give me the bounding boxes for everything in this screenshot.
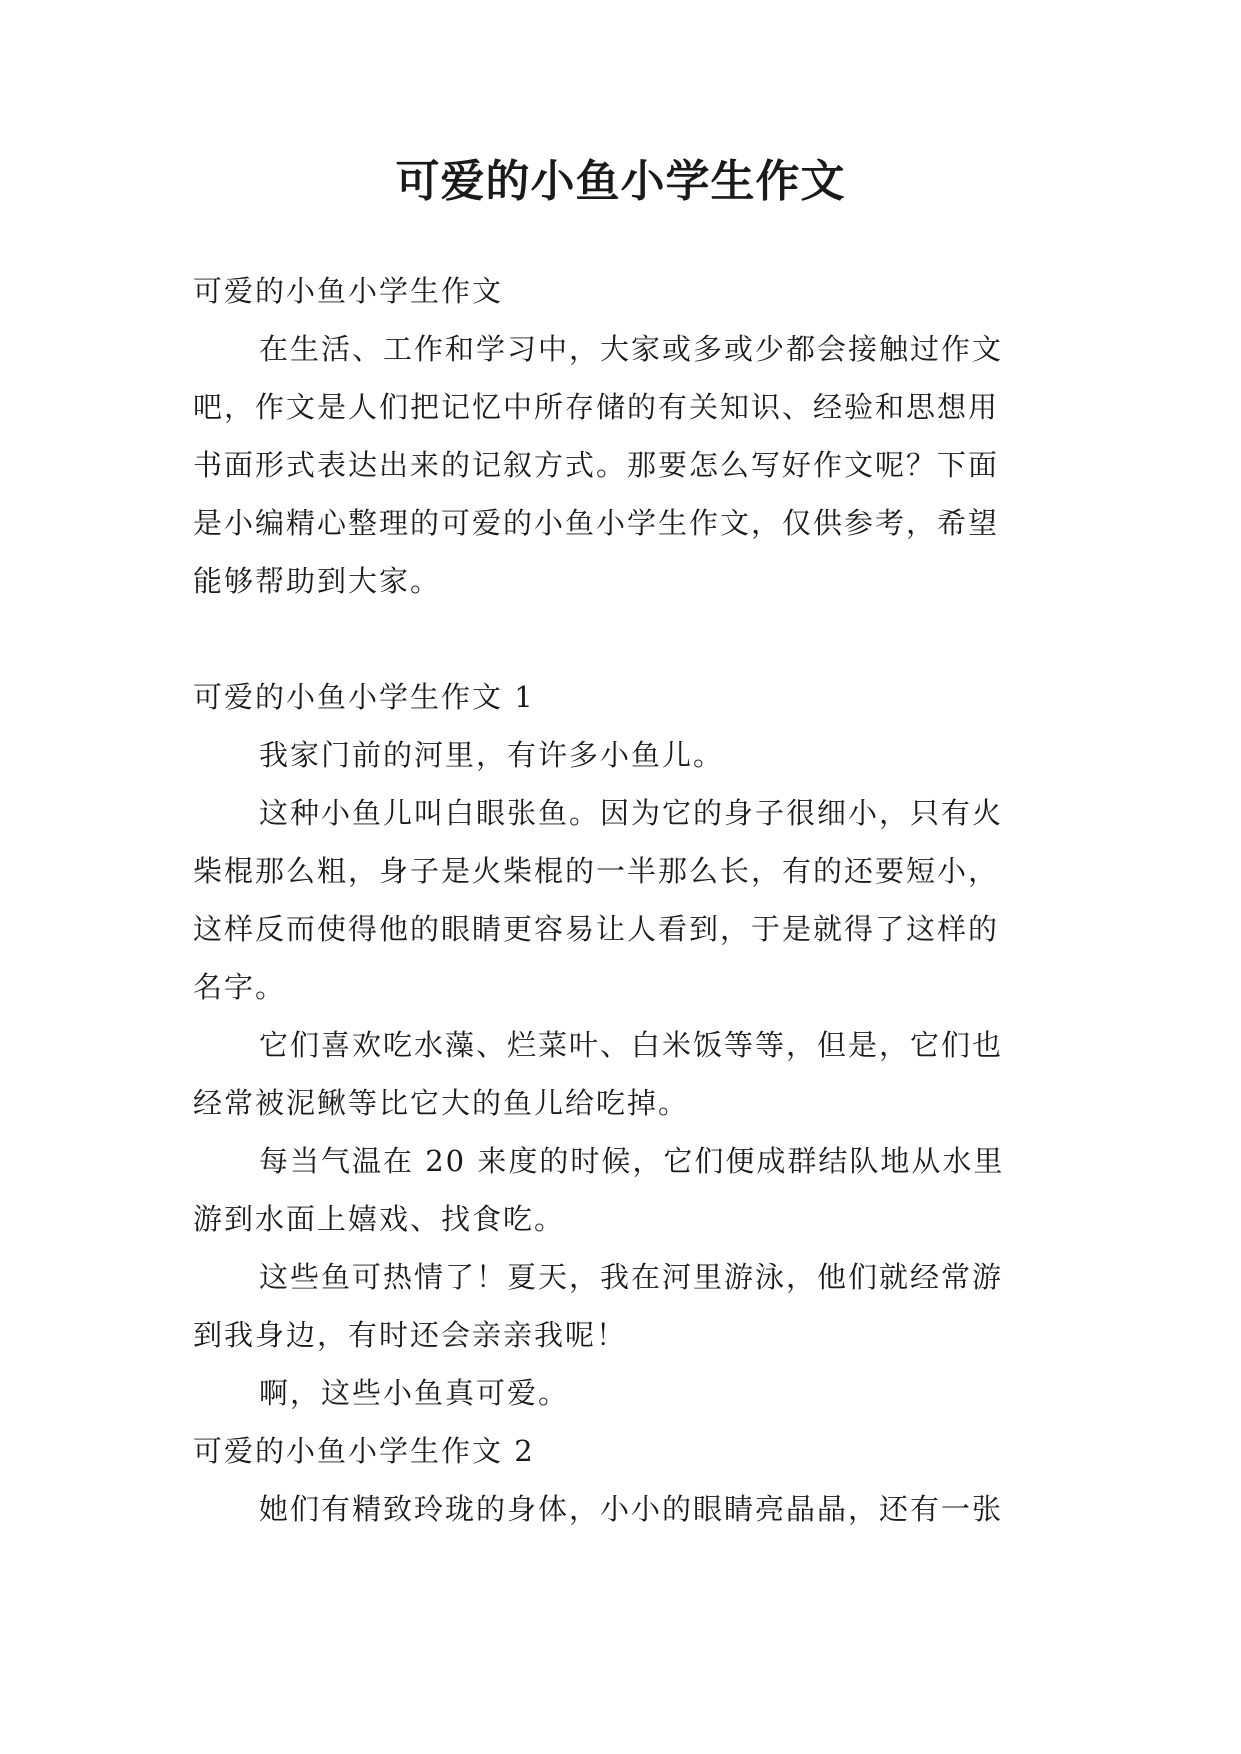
essay1-paragraph-line: 我家门前的河里，有许多小鱼儿。 bbox=[259, 738, 725, 772]
essay1-paragraph-line: 每当气温在 20 来度的时候，它们便成群结队地从水里 bbox=[259, 1144, 1005, 1178]
intro-paragraph-line: 吧，作文是人们把记忆中所存储的有关知识、经验和思想用 bbox=[193, 390, 1000, 424]
essay1-paragraph-line: 这种小鱼儿叫白眼张鱼。因为它的身子很细小，只有火 bbox=[259, 796, 1004, 830]
essay1-paragraph-line: 经常被泥鳅等比它大的鱼儿给吃掉。 bbox=[193, 1086, 690, 1120]
intro-paragraph-line: 书面形式表达出来的记叙方式。那要怎么写好作文呢？下面 bbox=[193, 448, 1000, 482]
essay1-paragraph-line: 到我身边，有时还会亲亲我呢！ bbox=[193, 1318, 628, 1352]
essay1-heading: 可爱的小鱼小学生作文 1 bbox=[193, 680, 535, 714]
intro-heading: 可爱的小鱼小学生作文 bbox=[193, 274, 504, 308]
essay1-paragraph-line: 柴棍那么粗，身子是火柴棍的一半那么长，有的还要短小， bbox=[193, 854, 1000, 888]
document-body bbox=[193, 262, 1069, 1538]
essay1-paragraph-line: 它们喜欢吃水藻、烂菜叶、白米饭等等，但是，它们也 bbox=[259, 1028, 1004, 1062]
intro-paragraph-line: 是小编精心整理的可爱的小鱼小学生作文，仅供参考，希望 bbox=[193, 506, 1000, 540]
essay1-paragraph-line: 啊，这些小鱼真可爱。 bbox=[259, 1376, 570, 1410]
intro-paragraph-line: 在生活、工作和学习中，大家或多或少都会接触过作文 bbox=[259, 332, 1004, 366]
essay2-heading: 可爱的小鱼小学生作文 2 bbox=[193, 1434, 535, 1468]
essay1-paragraph-line: 这样反而使得他的眼睛更容易让人看到，于是就得了这样的 bbox=[193, 912, 1000, 946]
section-spacer bbox=[193, 610, 1069, 668]
essay1-paragraph-line: 游到水面上嬉戏、找食吃。 bbox=[193, 1202, 566, 1236]
essay1-paragraph-line: 名字。 bbox=[193, 970, 287, 1004]
essay2-paragraph-line: 她们有精致玲珑的身体，小小的眼睛亮晶晶，还有一张 bbox=[259, 1492, 1004, 1526]
essay1-paragraph-line: 这些鱼可热情了！夏天，我在河里游泳，他们就经常游 bbox=[259, 1260, 1004, 1294]
intro-paragraph-line: 能够帮助到大家。 bbox=[193, 564, 442, 598]
document-title: 可爱的小鱼小学生作文 bbox=[395, 156, 846, 207]
